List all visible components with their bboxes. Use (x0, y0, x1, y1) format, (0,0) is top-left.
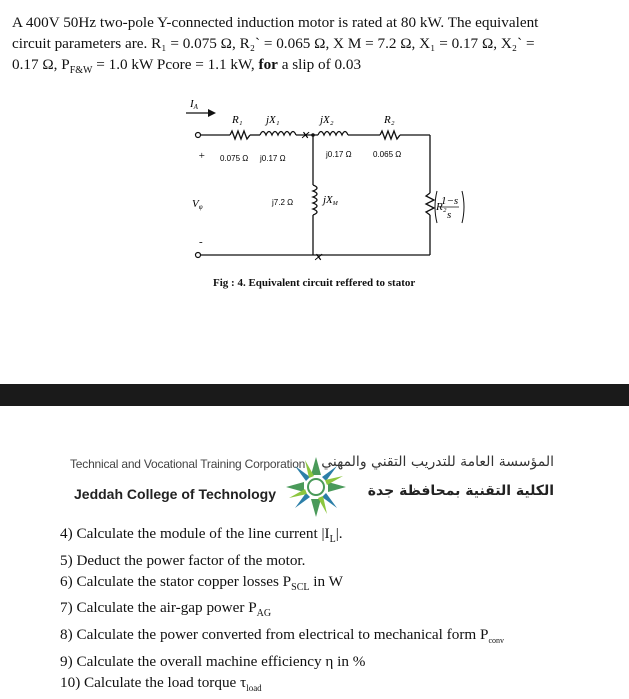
node-top (311, 133, 315, 137)
figure-caption: Fig : 4. Equivalent circuit reffered to stator (213, 277, 416, 289)
corporation-name-en: Technical and Vocational Training Corporation (70, 457, 306, 471)
terminal-top (196, 133, 201, 138)
question-4: 4) Calculate the module of the line current $|I_L|$. (60, 525, 343, 546)
x2-value: j0.17 Ω (326, 150, 352, 159)
college-name-ar: الكلية التقنية بمحافظة جدة (367, 483, 554, 499)
current-label: IA (190, 98, 198, 111)
circuit-diagram (168, 95, 448, 295)
x2-inductor (318, 132, 348, 136)
question-7: 7) Calculate the air-gap power $P_{AG}$ (60, 599, 272, 620)
x2-label: jX₂ (320, 114, 334, 126)
svg-text:✕: ✕ (313, 252, 323, 264)
problem-line-1: A 400V 50Hz two-pole Y-connected induction motor is rated at 80 kW. The equivalent (12, 14, 539, 31)
xm-inductor (313, 185, 317, 215)
plus-sign: + (198, 150, 206, 162)
question-8: 8) Calculate the power converted from electrical to mechanical form $P_{conv}$ (60, 626, 505, 646)
problem-statement (12, 12, 612, 81)
r1-value: 0.075 Ω (220, 154, 249, 163)
svg-text:1−s: 1−s (441, 195, 459, 207)
page-separator (0, 384, 629, 406)
minus-sign: - (199, 236, 203, 248)
svg-text:✕: ✕ (300, 130, 310, 142)
r2-label: R₂ (384, 114, 395, 126)
voltage-label: Vφ (192, 198, 203, 211)
load-resistor (426, 193, 434, 215)
terminal-bottom (196, 253, 201, 258)
question-5: 5) Deduct the power factor of the motor. (60, 551, 306, 569)
corporation-name-ar: المؤسسة العامة للتدريب التقني والمهني (321, 454, 554, 470)
r1-label: R₁ (232, 114, 243, 126)
tvtc-logo-icon (281, 452, 351, 522)
question-6: 6) Calculate the stator copper losses $P_{SCL}$ in W (60, 572, 343, 593)
load-fraction (434, 187, 474, 227)
question-9: 9) Calculate the overall machine efficiency η in % (60, 653, 366, 671)
college-name-en: Jeddah College of Technology (74, 486, 276, 502)
question-list (60, 524, 504, 699)
xm-label: jXM (323, 194, 338, 207)
svg-text:s: s (447, 209, 452, 221)
question-10: 10) Calculate the load torque $\tau_{load}$ (60, 673, 262, 693)
r2-resistor (380, 131, 400, 139)
x1-label: jX₁ (266, 114, 280, 126)
x1-inductor (260, 132, 296, 136)
equivalent-circuit-figure (168, 95, 459, 300)
r1-resistor (230, 131, 250, 139)
x1-value: j0.17 Ω (260, 154, 286, 163)
problem-line-3: 0.17 Ω, $P_{F\&W} = 1.0$ kW Pcore = 1.1 kW, for a slip of 0.03 (12, 56, 362, 77)
problem-line-2: circuit parameters are. R₁ = 0.075 Ω, R₂` = 0.065 Ω, X M = 7.2 Ω, X₁ = 0.17 Ω, X₂` = (12, 35, 535, 52)
svg-text:R₂: R₂ (436, 201, 447, 213)
r2-value: 0.065 Ω (373, 150, 402, 159)
xm-value: j7.2 Ω (272, 198, 294, 207)
